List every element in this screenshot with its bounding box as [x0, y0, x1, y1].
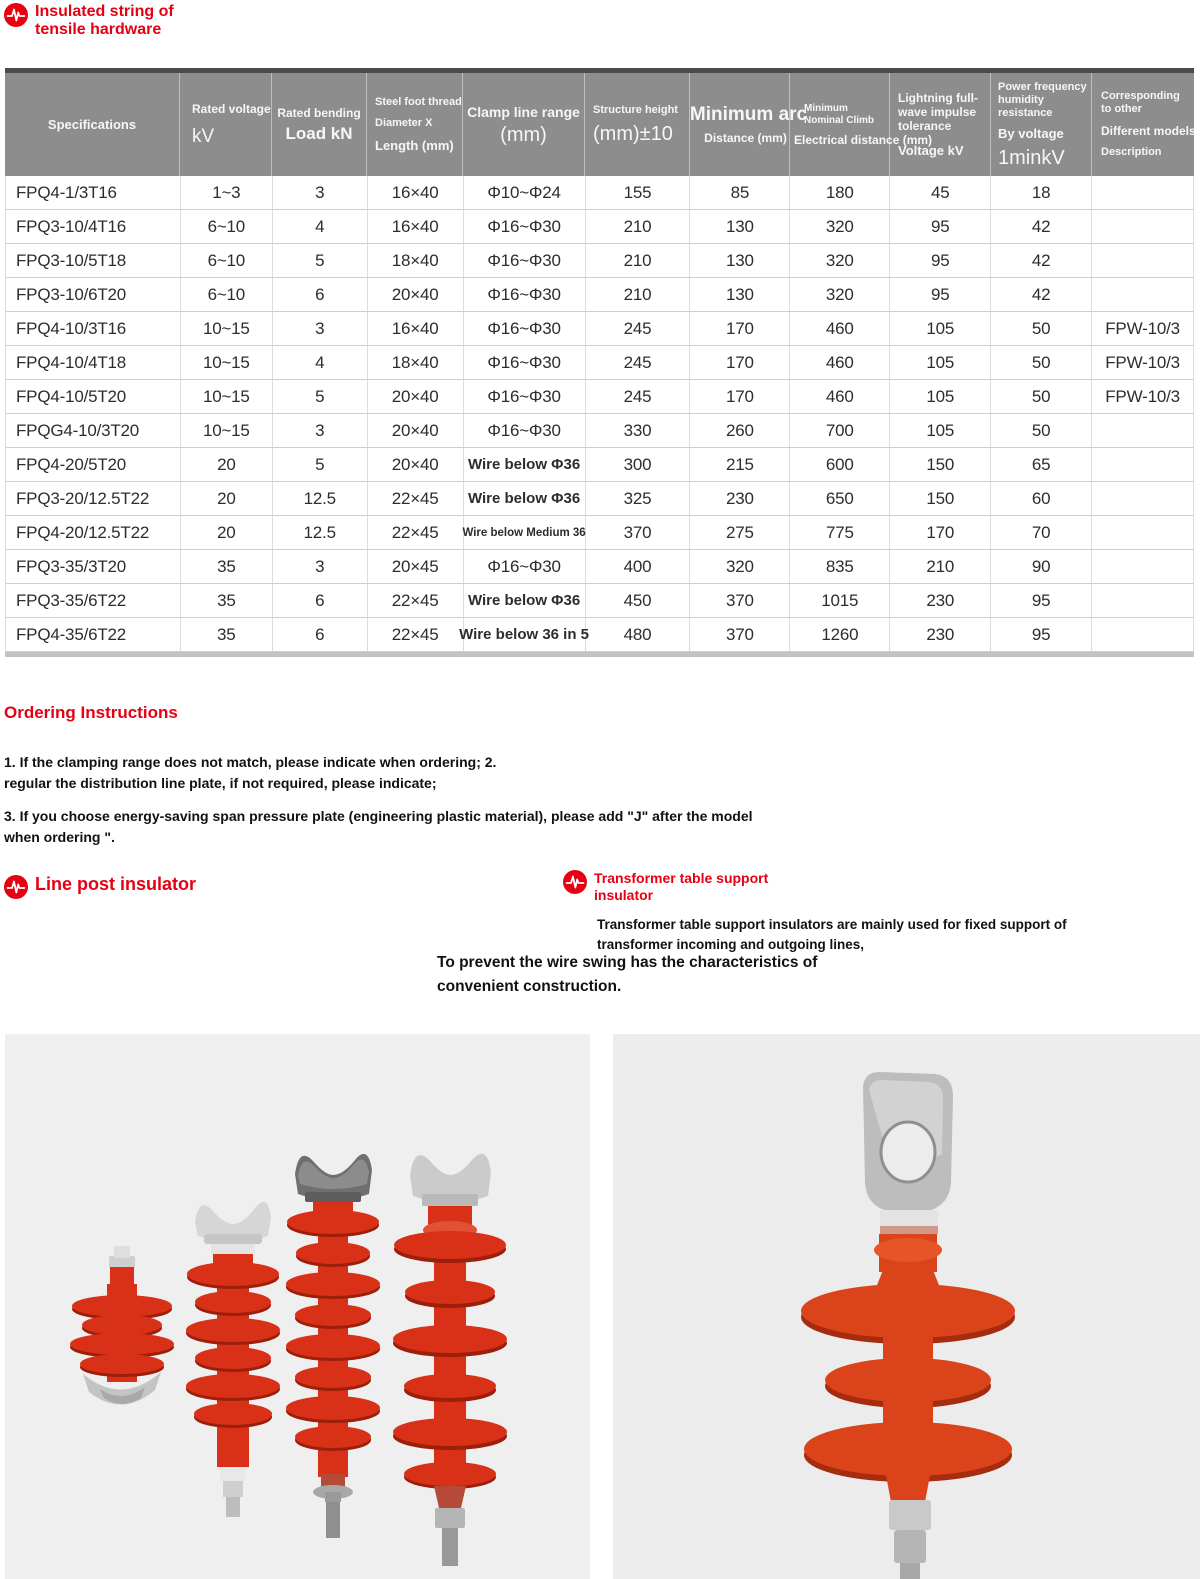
cell-lightning: 170: [890, 516, 991, 549]
header-label: Distance (mm): [704, 131, 787, 145]
cell-clamp: Wire below Medium 36: [464, 516, 586, 549]
cell-arc: 170: [690, 312, 790, 345]
cell-model: FPW-10/3: [1092, 346, 1194, 379]
cell-arc: 275: [690, 516, 790, 549]
cell-climb: 180: [790, 176, 890, 209]
cell-lightning: 105: [890, 380, 991, 413]
cell-thread: 20×45: [368, 550, 464, 583]
cell-thread: 18×40: [368, 346, 464, 379]
cell-load: 6: [273, 584, 368, 617]
cell-voltage: 6~10: [181, 278, 273, 311]
transformer-insulator-image: [613, 1034, 1200, 1579]
cell-climb: 775: [790, 516, 890, 549]
cell-clamp: Φ16~Φ30: [464, 380, 586, 413]
header-label: Corresponding to other: [1101, 90, 1180, 115]
table-header-row: [5, 73, 1194, 176]
cell-arc: 370: [690, 584, 790, 617]
cell-climb: 650: [790, 482, 890, 515]
cell-voltage: 20: [181, 482, 273, 515]
header-label: Description: [1101, 146, 1162, 158]
cell-climb: 1260: [790, 618, 890, 651]
column-header-rated-bending-load: [272, 73, 367, 176]
cell-load: 3: [273, 414, 368, 447]
transformer-description: [597, 915, 1177, 955]
cell-voltage: 35: [181, 618, 273, 651]
table-row: [6, 176, 1194, 210]
cell-model: FPW-10/3: [1092, 312, 1194, 345]
cell-voltage: 10~15: [181, 312, 273, 345]
cell-model: [1092, 176, 1194, 209]
cell-clamp: Φ16~Φ30: [464, 278, 586, 311]
cell-arc: 130: [690, 278, 790, 311]
cell-power: 65: [991, 448, 1092, 481]
cell-thread: 22×45: [368, 584, 464, 617]
cell-lightning: 105: [890, 346, 991, 379]
cell-thread: 22×45: [368, 482, 464, 515]
cell-spec: FPQ3-20/12.5T22: [6, 482, 181, 515]
cell-height: 325: [586, 482, 691, 515]
cell-lightning: 105: [890, 414, 991, 447]
cell-arc: 85: [690, 176, 790, 209]
cell-spec: FPQ3-10/5T18: [6, 244, 181, 277]
cell-load: 4: [273, 346, 368, 379]
cell-load: 12.5: [273, 482, 368, 515]
cell-height: 210: [586, 210, 691, 243]
header-label: Different models: [1101, 124, 1196, 138]
cell-spec: FPQG4-10/3T20: [6, 414, 181, 447]
ordering-item-1-2: [4, 752, 604, 794]
cell-model: FPW-10/3: [1092, 380, 1194, 413]
cell-clamp: Φ10~Φ24: [464, 176, 586, 209]
cell-model: [1092, 618, 1194, 651]
cell-climb: 700: [790, 414, 890, 447]
cell-voltage: 10~15: [181, 346, 273, 379]
ordering-item-line: when ordering ".: [4, 829, 115, 845]
cell-power: 42: [991, 210, 1092, 243]
cell-climb: 320: [790, 278, 890, 311]
cell-height: 245: [586, 312, 691, 345]
cell-power: 42: [991, 278, 1092, 311]
cell-thread: 20×40: [368, 278, 464, 311]
header-label: (mm)±10: [593, 123, 673, 145]
column-header-clamp-line-range: [463, 73, 585, 176]
cell-climb: 835: [790, 550, 890, 583]
cell-lightning: 150: [890, 448, 991, 481]
cell-arc: 170: [690, 380, 790, 413]
transformer-support-heading: [563, 870, 863, 904]
cell-voltage: 1~3: [181, 176, 273, 209]
cell-clamp: Wire below 36 in 5: [464, 618, 586, 651]
cell-voltage: 6~10: [181, 244, 273, 277]
cell-height: 210: [586, 278, 691, 311]
cell-lightning: 95: [890, 244, 991, 277]
cell-power: 42: [991, 244, 1092, 277]
cell-arc: 260: [690, 414, 790, 447]
header-label: Diameter X: [375, 117, 433, 129]
table-row: [6, 414, 1194, 448]
cell-climb: 320: [790, 210, 890, 243]
column-header-lightning-impulse: [890, 73, 991, 176]
line-post-insulator-heading: [4, 875, 196, 899]
header-label: Rated voltage: [192, 102, 271, 116]
cell-lightning: 95: [890, 278, 991, 311]
cell-load: 5: [273, 448, 368, 481]
cell-load: 6: [273, 618, 368, 651]
cell-model: [1092, 278, 1194, 311]
cell-arc: 215: [690, 448, 790, 481]
cell-arc: 170: [690, 346, 790, 379]
cell-power: 50: [991, 346, 1092, 379]
cell-climb: 320: [790, 244, 890, 277]
header-label: Lightning full-wave impulse tolerance: [898, 91, 978, 133]
cell-load: 5: [273, 380, 368, 413]
header-label: By voltage: [998, 125, 1064, 141]
section-title: Line post insulator: [35, 874, 197, 894]
cell-power: 50: [991, 380, 1092, 413]
transformer-insulator-photo: [613, 1034, 1200, 1579]
header-label: Power frequency humidity resistance: [998, 80, 1087, 119]
cell-spec: FPQ3-10/6T20: [6, 278, 181, 311]
header-label: kV: [192, 126, 215, 147]
cell-load: 3: [273, 176, 368, 209]
cell-climb: 460: [790, 380, 890, 413]
header-label: Clamp line range: [467, 103, 580, 120]
ordering-item-3: [4, 806, 864, 848]
table-row: [6, 346, 1194, 380]
table-row: [6, 210, 1194, 244]
cell-arc: 320: [690, 550, 790, 583]
cell-spec: FPQ4-20/5T20: [6, 448, 181, 481]
table-row: [6, 584, 1194, 618]
header-label: Electrical distance (mm): [794, 132, 933, 147]
spec-table: [5, 68, 1194, 657]
cell-power: 90: [991, 550, 1092, 583]
column-header-structure-height: [585, 73, 690, 176]
cell-thread: 20×40: [368, 414, 464, 447]
table-row: [6, 244, 1194, 278]
cell-model: [1092, 584, 1194, 617]
cell-climb: 460: [790, 346, 890, 379]
cell-climb: 1015: [790, 584, 890, 617]
header-label: 1minkV: [998, 146, 1065, 169]
tagline-line: convenient construction.: [437, 978, 622, 995]
cell-spec: FPQ4-20/12.5T22: [6, 516, 181, 549]
cell-clamp: Φ16~Φ30: [464, 346, 586, 379]
table-row: [6, 312, 1194, 346]
ordering-item-line: regular the distribution line plate, if not required, please indicate;: [4, 775, 437, 791]
cell-voltage: 10~15: [181, 414, 273, 447]
table-row: [6, 550, 1194, 584]
column-header-specifications: [5, 73, 180, 176]
cell-climb: 460: [790, 312, 890, 345]
cell-thread: 18×40: [368, 244, 464, 277]
column-header-power-frequency: [991, 73, 1092, 176]
cell-power: 60: [991, 482, 1092, 515]
cell-load: 4: [273, 210, 368, 243]
cell-clamp: Φ16~Φ30: [464, 312, 586, 345]
cell-height: 370: [586, 516, 691, 549]
description-line: transformer incoming and outgoing lines,: [597, 937, 865, 952]
table-row: [6, 380, 1194, 414]
header-label: Voltage kV: [898, 143, 964, 158]
cell-lightning: 230: [890, 584, 991, 617]
cell-spec: FPQ4-35/6T22: [6, 618, 181, 651]
cell-power: 50: [991, 414, 1092, 447]
cell-thread: 16×40: [368, 176, 464, 209]
column-header-rated-voltage: [180, 73, 272, 176]
cell-voltage: 6~10: [181, 210, 273, 243]
cell-height: 450: [586, 584, 691, 617]
cell-spec: FPQ4-10/4T18: [6, 346, 181, 379]
cell-height: 300: [586, 448, 691, 481]
transformer-tagline: [437, 951, 887, 999]
header-label: Rated bending: [277, 106, 361, 120]
cell-voltage: 10~15: [181, 380, 273, 413]
line-post-insulators-photo: [5, 1034, 590, 1579]
cell-model: [1092, 244, 1194, 277]
cell-clamp: Wire below Φ36: [464, 448, 586, 481]
table-row: [6, 482, 1194, 516]
cell-lightning: 210: [890, 550, 991, 583]
cell-model: [1092, 516, 1194, 549]
cell-thread: 22×45: [368, 618, 464, 651]
cell-thread: 22×45: [368, 516, 464, 549]
cell-height: 480: [586, 618, 691, 651]
cell-model: [1092, 448, 1194, 481]
section-title: Transformer table support insulator: [594, 870, 769, 903]
header-label: Load kN: [285, 124, 353, 143]
cell-arc: 130: [690, 244, 790, 277]
table-row: [6, 516, 1194, 550]
cell-height: 155: [586, 176, 691, 209]
ordering-item-line: 1. If the clamping range does not match, please indicate when ordering; 2.: [4, 754, 497, 770]
cell-height: 210: [586, 244, 691, 277]
cell-height: 330: [586, 414, 691, 447]
cell-load: 6: [273, 278, 368, 311]
cell-clamp: Φ16~Φ30: [464, 244, 586, 277]
header-label: (mm): [500, 123, 547, 146]
table-bottom-border: [5, 652, 1194, 657]
cell-clamp: Wire below Φ36: [464, 584, 586, 617]
cell-spec: FPQ3-35/3T20: [6, 550, 181, 583]
table-row: [6, 278, 1194, 312]
header-label: Steel foot thread: [375, 96, 462, 108]
cell-load: 3: [273, 550, 368, 583]
column-header-steel-foot-thread: [367, 73, 463, 176]
cell-clamp: Wire below Φ36: [464, 482, 586, 515]
cell-lightning: 45: [890, 176, 991, 209]
cell-thread: 16×40: [368, 312, 464, 345]
cell-voltage: 20: [181, 516, 273, 549]
cell-height: 400: [586, 550, 691, 583]
table-row: [6, 618, 1194, 652]
table-row: [6, 448, 1194, 482]
cell-lightning: 150: [890, 482, 991, 515]
page-title-block: [4, 3, 174, 39]
ordering-instructions-heading: Ordering Instructions: [4, 703, 178, 722]
table-body: [5, 176, 1194, 652]
cell-load: 5: [273, 244, 368, 277]
cell-clamp: Φ16~Φ30: [464, 210, 586, 243]
cell-arc: 130: [690, 210, 790, 243]
description-line: Transformer table support insulators are mainly used for fixed support of: [597, 917, 1067, 932]
ordering-item-line: 3. If you choose energy-saving span pressure plate (engineering plastic material), please add "J" after the model: [4, 808, 753, 824]
cell-model: [1092, 414, 1194, 447]
header-label: Minimum Nominal Climb: [804, 102, 875, 126]
cell-spec: FPQ4-10/5T20: [6, 380, 181, 413]
column-header-corresponding-models: [1092, 73, 1194, 176]
cell-arc: 370: [690, 618, 790, 651]
cell-spec: FPQ3-35/6T22: [6, 584, 181, 617]
header-label: Specifications: [47, 117, 137, 132]
cell-lightning: 230: [890, 618, 991, 651]
cell-power: 18: [991, 176, 1092, 209]
line-post-insulators-image: [5, 1034, 590, 1579]
pulse-icon: [4, 3, 28, 27]
cell-thread: 20×40: [368, 380, 464, 413]
column-header-minimum-arc-distance: [689, 73, 808, 176]
cell-clamp: Φ16~Φ30: [464, 550, 586, 583]
cell-power: 50: [991, 312, 1092, 345]
page-title: Insulated string of tensile hardware: [35, 3, 174, 38]
header-label: Length (mm): [375, 138, 454, 153]
cell-model: [1092, 550, 1194, 583]
cell-spec: FPQ3-10/4T16: [6, 210, 181, 243]
cell-climb: 600: [790, 448, 890, 481]
cell-power: 95: [991, 584, 1092, 617]
cell-clamp: Φ16~Φ30: [464, 414, 586, 447]
header-label: Structure height: [593, 104, 678, 116]
cell-model: [1092, 210, 1194, 243]
cell-voltage: 20: [181, 448, 273, 481]
cell-voltage: 35: [181, 550, 273, 583]
pulse-icon: [563, 870, 587, 894]
cell-load: 3: [273, 312, 368, 345]
cell-power: 95: [991, 618, 1092, 651]
cell-voltage: 35: [181, 584, 273, 617]
cell-thread: 20×40: [368, 448, 464, 481]
cell-lightning: 105: [890, 312, 991, 345]
cell-spec: FPQ4-10/3T16: [6, 312, 181, 345]
cell-height: 245: [586, 346, 691, 379]
cell-load: 12.5: [273, 516, 368, 549]
tagline-line: To prevent the wire swing has the characteristics of: [437, 954, 818, 971]
cell-model: [1092, 482, 1194, 515]
pulse-icon: [4, 875, 28, 899]
cell-height: 245: [586, 380, 691, 413]
cell-power: 70: [991, 516, 1092, 549]
cell-arc: 230: [690, 482, 790, 515]
cell-lightning: 95: [890, 210, 991, 243]
cell-thread: 16×40: [368, 210, 464, 243]
header-label: Minimum arc: [689, 104, 808, 125]
cell-spec: FPQ4-1/3T16: [6, 176, 181, 209]
